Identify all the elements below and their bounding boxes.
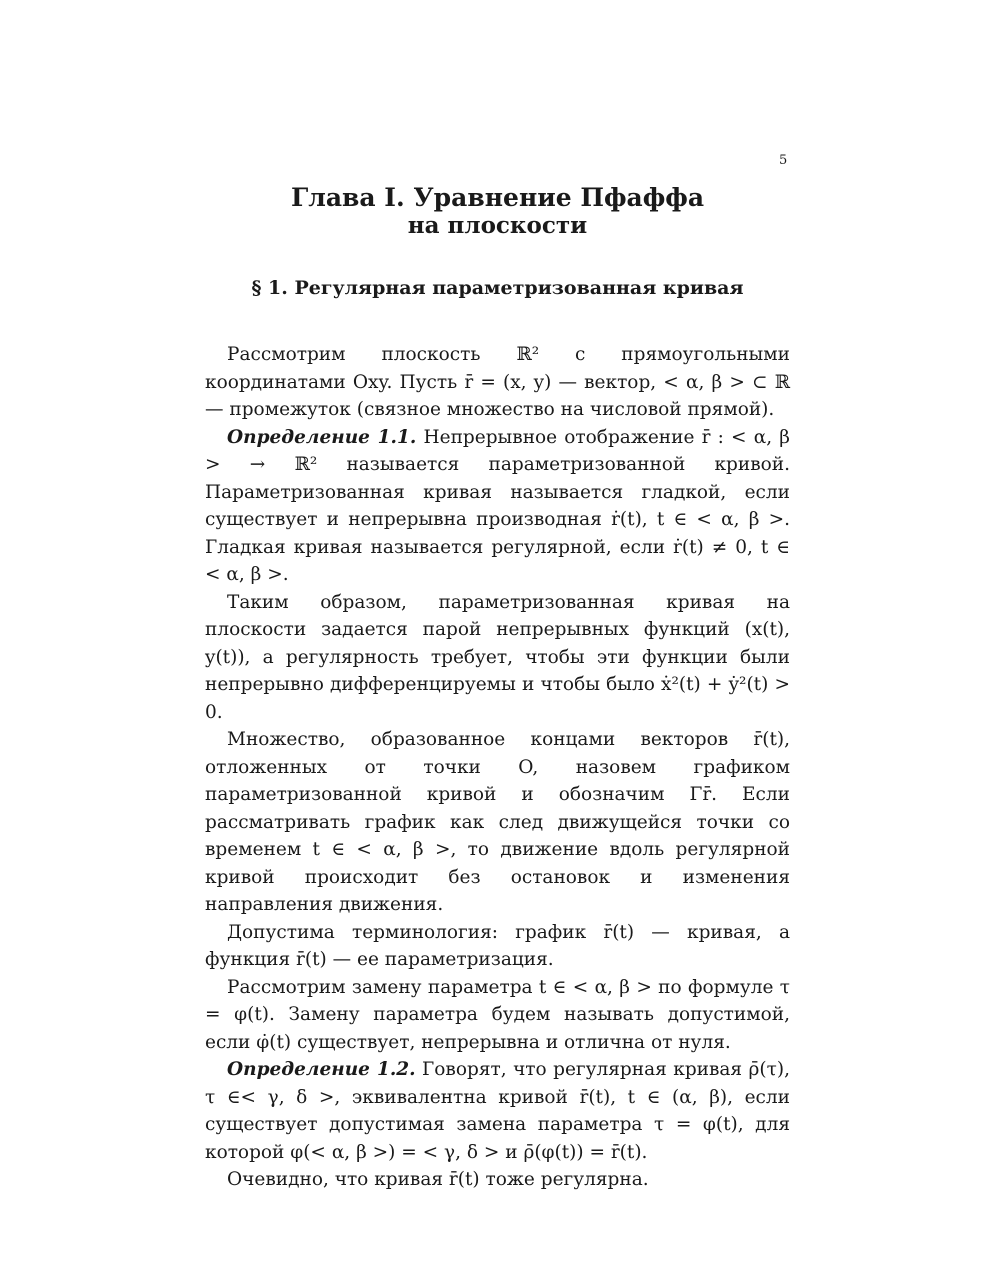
paragraph: Таким образом, параметризованная кривая на плоскости задается парой непрерывных функций (x(t), y(t)), а регулярность требует, чтобы эти функции были непрерывно дифференцируемы и чтобы было ẋ²(t) + ẏ²(t) > 0. [205,591,790,723]
paragraph: Допустима терминология: график r̄(t) — кривая, а функция r̄(t) — ее параметризация. [205,921,790,970]
chapter-title [205,184,790,240]
section-title: § 1. Регулярная параметризованная кривая [251,277,744,299]
paragraph: Множество, образованное концами векторов r̄(t), отложенных от точки O, назовем графиком параметризованной кривой и обозначим Γr̄. Если рассматривать график как след движущейся точки со временем t ∈ < α, β >, то движение вдоль регулярной кривой происходит без остановок и изменения направления движения. [205,729,790,915]
chapter-title-line1: Глава I. Уравнение Пфаффа [290,183,705,212]
definition-paragraph: Определение 1.2. Говорят, что регулярная кривая ρ̄(τ), τ ∈< γ, δ >, эквивалентна кривой r̄(t), t ∈ (α, β), если существует допустимая замена параметра τ = φ(t), для которой φ(< α, β >) = < γ, δ > и ρ̄(φ(t)) = r̄(t). [205,1059,790,1163]
page-number: 5 [779,153,788,168]
chapter-title-line2: на плоскости [407,212,588,239]
paragraph: Очевидно, что кривая r̄(t) тоже регулярна. [227,1169,649,1190]
paragraph: Рассмотрим замену параметра t ∈ < α, β > по формуле τ = φ(t). Замену параметра будем называть допустимой, если φ̇(t) существует, непрерывна и отлична от нуля. [205,976,790,1053]
body-text [205,341,790,1194]
definition-paragraph: Определение 1.1. Непрерывное отображение r̄ : < α, β > → ℝ² называется параметризованной кривой. Параметризованная кривая называется гладкой, если существует и непрерывна производная ṙ(t), t ∈ < α, β >. Гладкая кривая называется регулярной, если ṙ(t) ≠ 0, t ∈ < α, β >. [205,426,790,585]
paragraph: Рассмотрим плоскость ℝ² с прямоугольными координатами Oxy. Пусть r̄ = (x, y) — вектор, < α, β > ⊂ ℝ — промежуток (связное множество на числовой прямой). [205,344,790,420]
definition-term: Определение 1.1. [227,426,417,448]
definition-term: Определение 1.2. [227,1059,416,1080]
